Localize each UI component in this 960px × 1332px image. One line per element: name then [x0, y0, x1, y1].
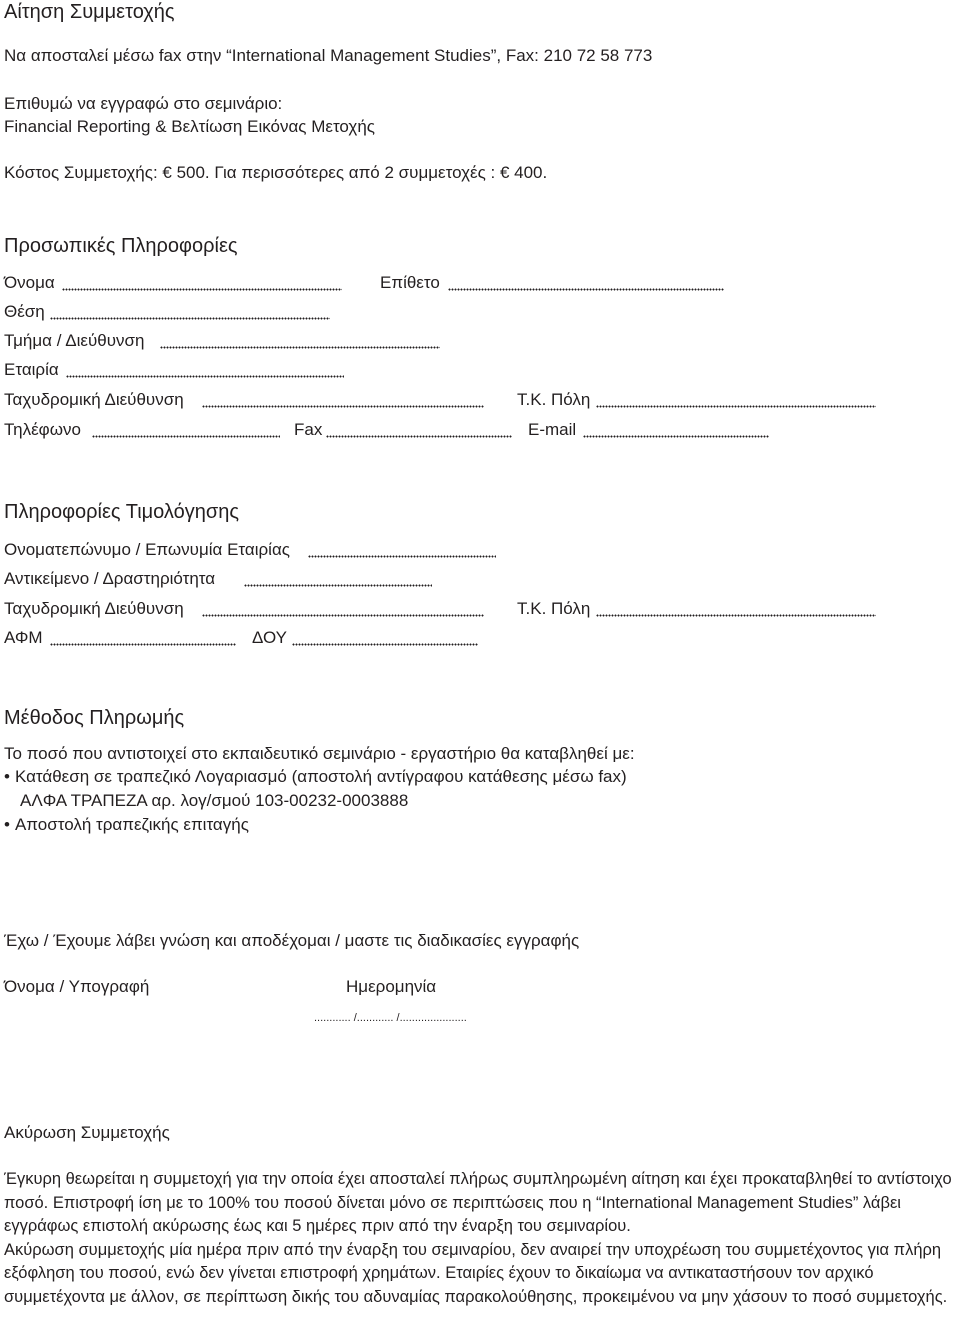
personal-heading: Προσωπικές Πληροφορίες [4, 235, 238, 257]
postal-address-label: Ταχυδρομική Διεύθυνση [4, 390, 184, 409]
payment-heading: Μέθοδος Πληρωμής [4, 707, 185, 729]
fax-label: Fax [294, 420, 323, 439]
postal-address-field[interactable] [202, 405, 484, 408]
cost-line: Κόστος Συμμετοχής: € 500. Για περισσότερες από 2 συμμετοχές : € 400. [4, 163, 548, 182]
bank-account: ΑΛΦΑ ΤΡΑΠΕΖΑ αρ. λογ/σμού 103-00232-0003888 [20, 791, 409, 810]
billing-postal-field[interactable] [202, 614, 484, 617]
name-field[interactable] [62, 288, 342, 291]
vat-label: ΑΦΜ [4, 628, 43, 647]
activity-label: Αντικείμενο / Δραστηριότητα [4, 569, 216, 588]
department-field[interactable] [160, 346, 440, 349]
cancellation-paragraph-2: Ακύρωση συμμετοχής μία ημέρα πριν από την έναρξη του σεμιναρίου, δεν αναιρεί την υποχρέωση του συμμετέχοντος για πλήρη εξόφληση του ποσού, ενώ δεν γίνεται επιστροφή χρημάτων. Εταιρίες έχουν το δικαίωμα να αντικαταστήσουν τον αρχικό συμμετέχοντα με άλλον, σε περίπτωση δικής του αδυναμίας παρακολούθησης, προκειμένου να μην χάσουν το ποσό συμμετοχής. [4, 1240, 948, 1306]
fax-instruction: Να αποσταλεί μέσω fax στην “International Management Studies”, Fax: 210 72 58 773 [4, 46, 653, 65]
billing-heading: Πληροφορίες Τιμολόγησης [4, 501, 239, 523]
fax-field[interactable] [326, 435, 512, 438]
date-field[interactable]: ............ /............ /...................... [314, 1012, 467, 1024]
payment-option-deposit-text: Κατάθεση σε τραπεζικό Λογαριασμό (αποστολή αντίγραφου κατάθεσης μέσω fax) [14, 767, 627, 786]
cancellation-heading: Ακύρωση Συμμετοχής [4, 1123, 170, 1142]
agreement-statement: Έχω / Έχουμε λάβει γνώση και αποδέχομαι / μαστε τις διαδικασίες εγγραφής [4, 931, 580, 950]
tax-office-label: ΔΟΥ [252, 628, 288, 647]
position-label: Θέση [4, 302, 45, 321]
vat-field[interactable] [50, 643, 236, 646]
zip-city-label: Τ.Κ. Πόλη [517, 390, 591, 409]
billing-zip-city-label: Τ.Κ. Πόλη [517, 599, 591, 618]
billing-zip-city-field[interactable] [596, 614, 876, 617]
email-field[interactable] [583, 435, 769, 438]
position-field[interactable] [50, 317, 330, 320]
payment-option-deposit [4, 767, 627, 787]
payment-option-cheque [4, 815, 249, 835]
surname-field[interactable] [448, 288, 724, 291]
date-label: Ημερομηνία [346, 977, 437, 996]
name-label: Όνομα [4, 273, 55, 292]
form-title: Αίτηση Συμμετοχής [4, 1, 175, 23]
payment-intro: Το ποσό που αντιστοιχεί στο εκπαιδευτικό σεμινάριο - εργαστήριο θα καταβληθεί με: [4, 744, 635, 763]
billing-company-label: Ονοματεπώνυμο / Επωνυμία Εταιρίας [4, 540, 290, 559]
billing-company-field[interactable] [308, 555, 496, 558]
cancellation-paragraph-1: Έγκυρη θεωρείται η συμμετοχή για την οποία έχει αποσταλεί πλήρως συμπληρωμένη αίτηση και έχει προκαταβληθεί το αντίστοιχο ποσό. Επιστροφή ίση με το 100% του ποσού δίνεται μόνο σε περιπτώσεις που η “International Management Studies” λάβει εγγράφως επιστολή ακύρωσης έως και 5 ημέρες πριν από την έναρξη του σεμιναρίου. [4, 1170, 952, 1235]
zip-city-field[interactable] [596, 405, 876, 408]
surname-label: Επίθετο [380, 273, 440, 292]
tax-office-field[interactable] [292, 643, 478, 646]
billing-postal-label: Ταχυδρομική Διεύθυνση [4, 599, 184, 618]
company-field[interactable] [66, 375, 344, 378]
wish-line: Επιθυμώ να εγγραφώ στο σεμινάριο: [4, 94, 283, 113]
company-label: Εταιρία [4, 360, 59, 379]
phone-label: Τηλέφωνο [4, 420, 81, 439]
phone-field[interactable] [92, 435, 280, 438]
payment-option-cheque-text: Αποστολή τραπεζικής επιταγής [14, 815, 249, 834]
cancellation-text [4, 1168, 959, 1309]
seminar-name: Financial Reporting & Βελτίωση Εικόνας Μετοχής [4, 117, 375, 136]
department-label: Τμήμα / Διεύθυνση [4, 331, 145, 350]
email-label: E-mail [528, 420, 577, 439]
activity-field[interactable] [244, 584, 432, 587]
name-signature-label: Όνομα / Υπογραφή [4, 977, 150, 996]
